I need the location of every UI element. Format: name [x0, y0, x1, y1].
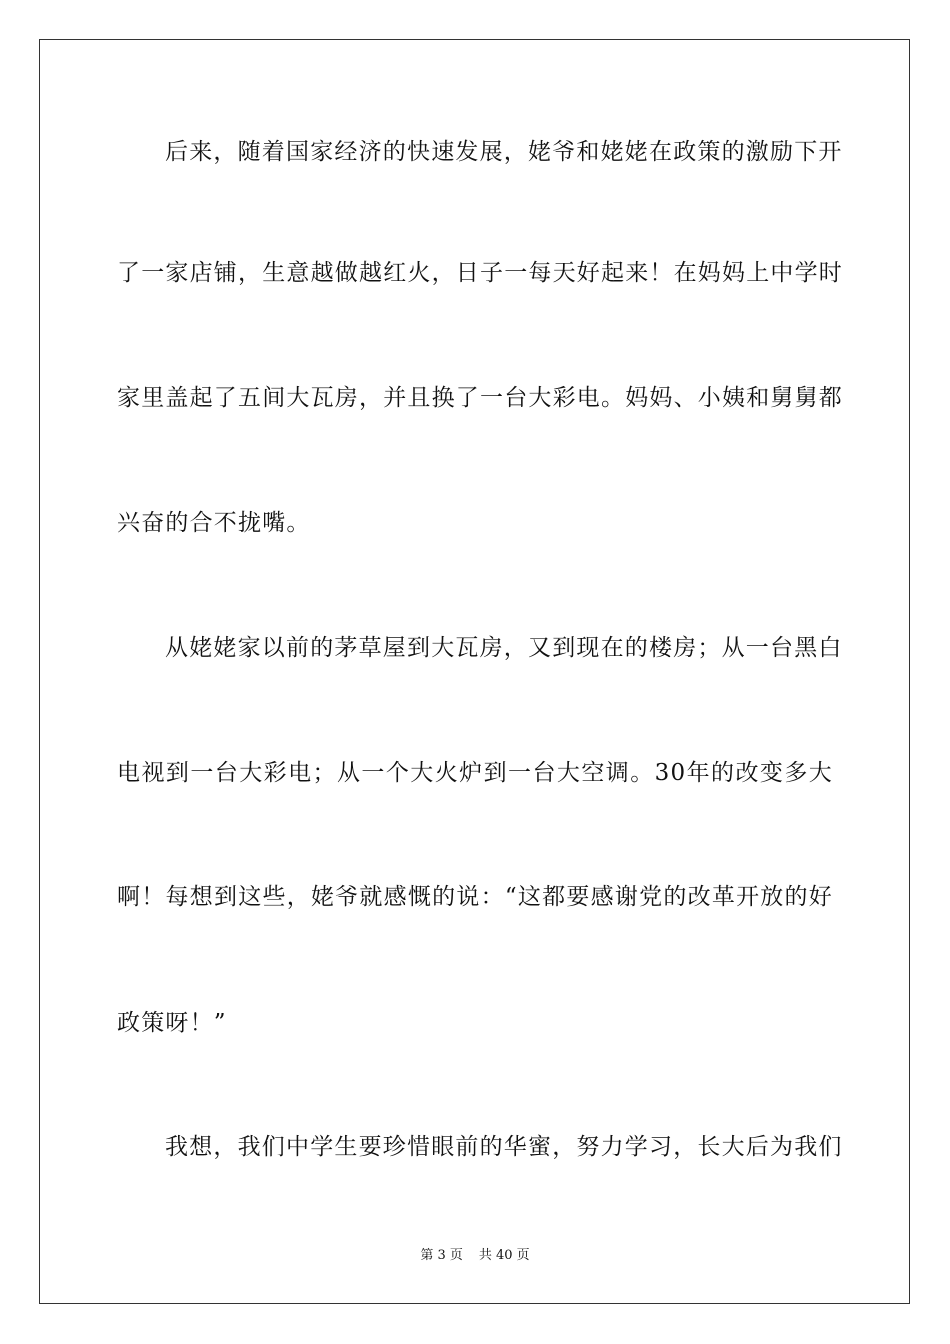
paragraph-line: 我想，我们中学生要珍惜眼前的华蜜，努力学习，长大后为我们: [165, 1134, 843, 1160]
page-border: [39, 39, 910, 1304]
page-number: 第 3 页: [420, 1248, 463, 1263]
paragraph-line: 家里盖起了五间大瓦房，并且换了一台大彩电。妈妈、小姨和舅舅都: [117, 385, 843, 411]
paragraph-line: 了一家店铺，生意越做越红火，日子一每天好起来！在妈妈上中学时: [117, 260, 843, 286]
paragraph-line: 电视到一台大彩电；从一个大火炉到一台大空调。30年的改变多大: [117, 760, 833, 786]
paragraph-line: 兴奋的合不拢嘴。: [117, 510, 311, 536]
paragraph-line: 后来，随着国家经济的快速发展，姥爷和姥姥在政策的激励下开: [165, 139, 843, 165]
total-pages: 共 40 页: [478, 1248, 530, 1263]
page-footer: [0, 1248, 950, 1264]
paragraph-line: 啊！每想到这些，姥爷就感慨的说：“这都要感谢党的改革开放的好: [117, 884, 833, 910]
paragraph-line: 从姥姥家以前的茅草屋到大瓦房，又到现在的楼房；从一台黑白: [165, 635, 843, 661]
paragraph-line: 政策呀！”: [117, 1010, 227, 1036]
